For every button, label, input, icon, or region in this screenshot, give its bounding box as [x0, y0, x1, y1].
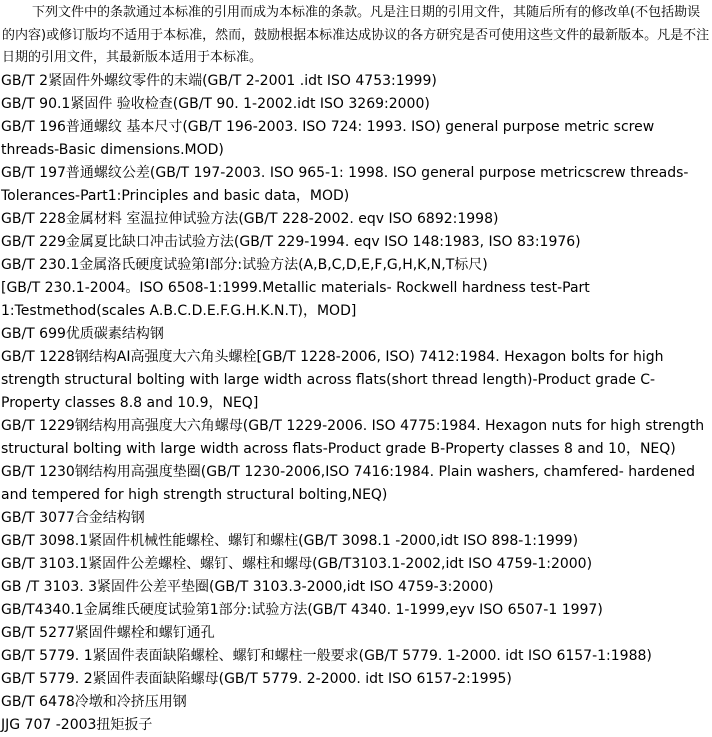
reference-item: GB/T4340.1金属维氏硬度试验第1部分:试验方法(GB/T 4340. 1-1999,eyv ISO 6507-1 1997): [1, 601, 603, 618]
reference-item: GB/T 1228钢结构AI高强度大六角头螺栓[GB/T 1228-2006, ISO) 7412:1984. Hexagon bolts for high strength structural bolting with large width across flats(short thread length)-Product grade C-Property classes 8.8 and 10.9，NEQ]: [1, 348, 664, 411]
normative-reference-list: [0, 70, 712, 737]
reference-item: GB/T 1229钢结构用高强度大六角螺母(GB/T 1229-2006. ISO 4775:1984. Hexagon nuts for high strength structural bolting with large width across flats-Product grade B-Property classes 8 and 10，NEQ): [1, 417, 705, 457]
reference-item: GB /T 3103. 3紧固件公差平垫圈(GB/T 3103.3-2000,idt ISO 4759-3:2000): [1, 578, 494, 595]
intro-paragraph: 下列文件中的条款通过本标准的引用而成为本标准的条款。凡是注日期的引用文件，其随后所有的修改单(不包括勘误的内容)或修订版均不适用于本标准，然而，鼓励根据本标准达成协议的各方研究是否可使用这些文件的最新版本。凡是不注日期的引用文件，其最新版本适用于本标准。: [2, 5, 710, 65]
reference-item: GB/T 2紧固件外螺纹零件的末端(GB/T 2-2001 .idt ISO 4753:1999): [1, 72, 437, 89]
reference-item: JJG 707 -2003扭矩扳子: [1, 716, 153, 733]
reference-item: GB/T 229金属夏比缺口冲击试验方法(GB/T 229-1994. eqv ISO 148:1983, ISO 83:1976): [1, 233, 581, 250]
reference-item: GB/T 3098.1紧固件机械性能螺栓、螺钉和螺柱(GB/T 3098.1 -2000,idt ISO 898-1:1999): [1, 532, 579, 549]
reference-item: GB/T 5277紧固件螺栓和螺钉通孔: [1, 624, 215, 641]
reference-item: GB/T 699优质碳素结构钢: [1, 325, 164, 342]
reference-item: GB/T 90.1紧固件 验收检查(GB/T 90. 1-2002.idt ISO 3269:2000): [1, 95, 430, 112]
reference-item: GB/T 196普通螺纹 基本尺寸(GB/T 196-2003. ISO 724: 1993. ISO) general purpose metric screw threads-Basic dimensions.MOD): [1, 118, 655, 158]
reference-item: GB/T 3103.1紧固件公差螺栓、螺钉、螺柱和螺母(GB/T3103.1-2002,idt ISO 4759-1:2000): [1, 555, 593, 572]
reference-item: GB/T 197普通螺纹公差(GB/T 197-2003. ISO 965-1: 1998. ISO general purpose metricscrew threads-Tolerances-Part1:Principles and basic data，MOD): [1, 164, 689, 204]
reference-item: GB/T 5779. 2紧固件表面缺陷螺母(GB/T 5779. 2-2000. idt ISO 6157-2:1995): [1, 670, 512, 687]
reference-item: [GB/T 230.1-2004。ISO 6508-1:1999.Metallic materials- Rockwell hardness test-Part 1:Testmethod(scales A.B.C.D.E.F.G.H.K.N.T)，MOD]: [1, 279, 590, 319]
reference-item: GB/T 1230钢结构用高强度垫圈(GB/T 1230-2006,ISO 7416:1984. Plain washers, chamfered- hardened and tempered for high strength structural bolting,NEQ): [1, 463, 696, 503]
reference-item: GB/T 5779. 1紧固件表面缺陷螺栓、螺钉和螺柱一般要求(GB/T 5779. 1-2000. idt ISO 6157-1:1988): [1, 647, 652, 664]
reference-item: GB/T 6478冷墩和冷挤压用钢: [1, 693, 187, 710]
reference-item: GB/T 230.1金属洛氏硬度试验第I部分:试验方法(A,B,C,D,E,F,G,H,K,N,T标尺): [1, 256, 488, 273]
reference-item: GB/T 228金属材料 室温拉伸试验方法(GB/T 228-2002. eqv ISO 6892:1998): [1, 210, 499, 227]
reference-item: GB/T 3077合金结构钢: [1, 509, 145, 526]
